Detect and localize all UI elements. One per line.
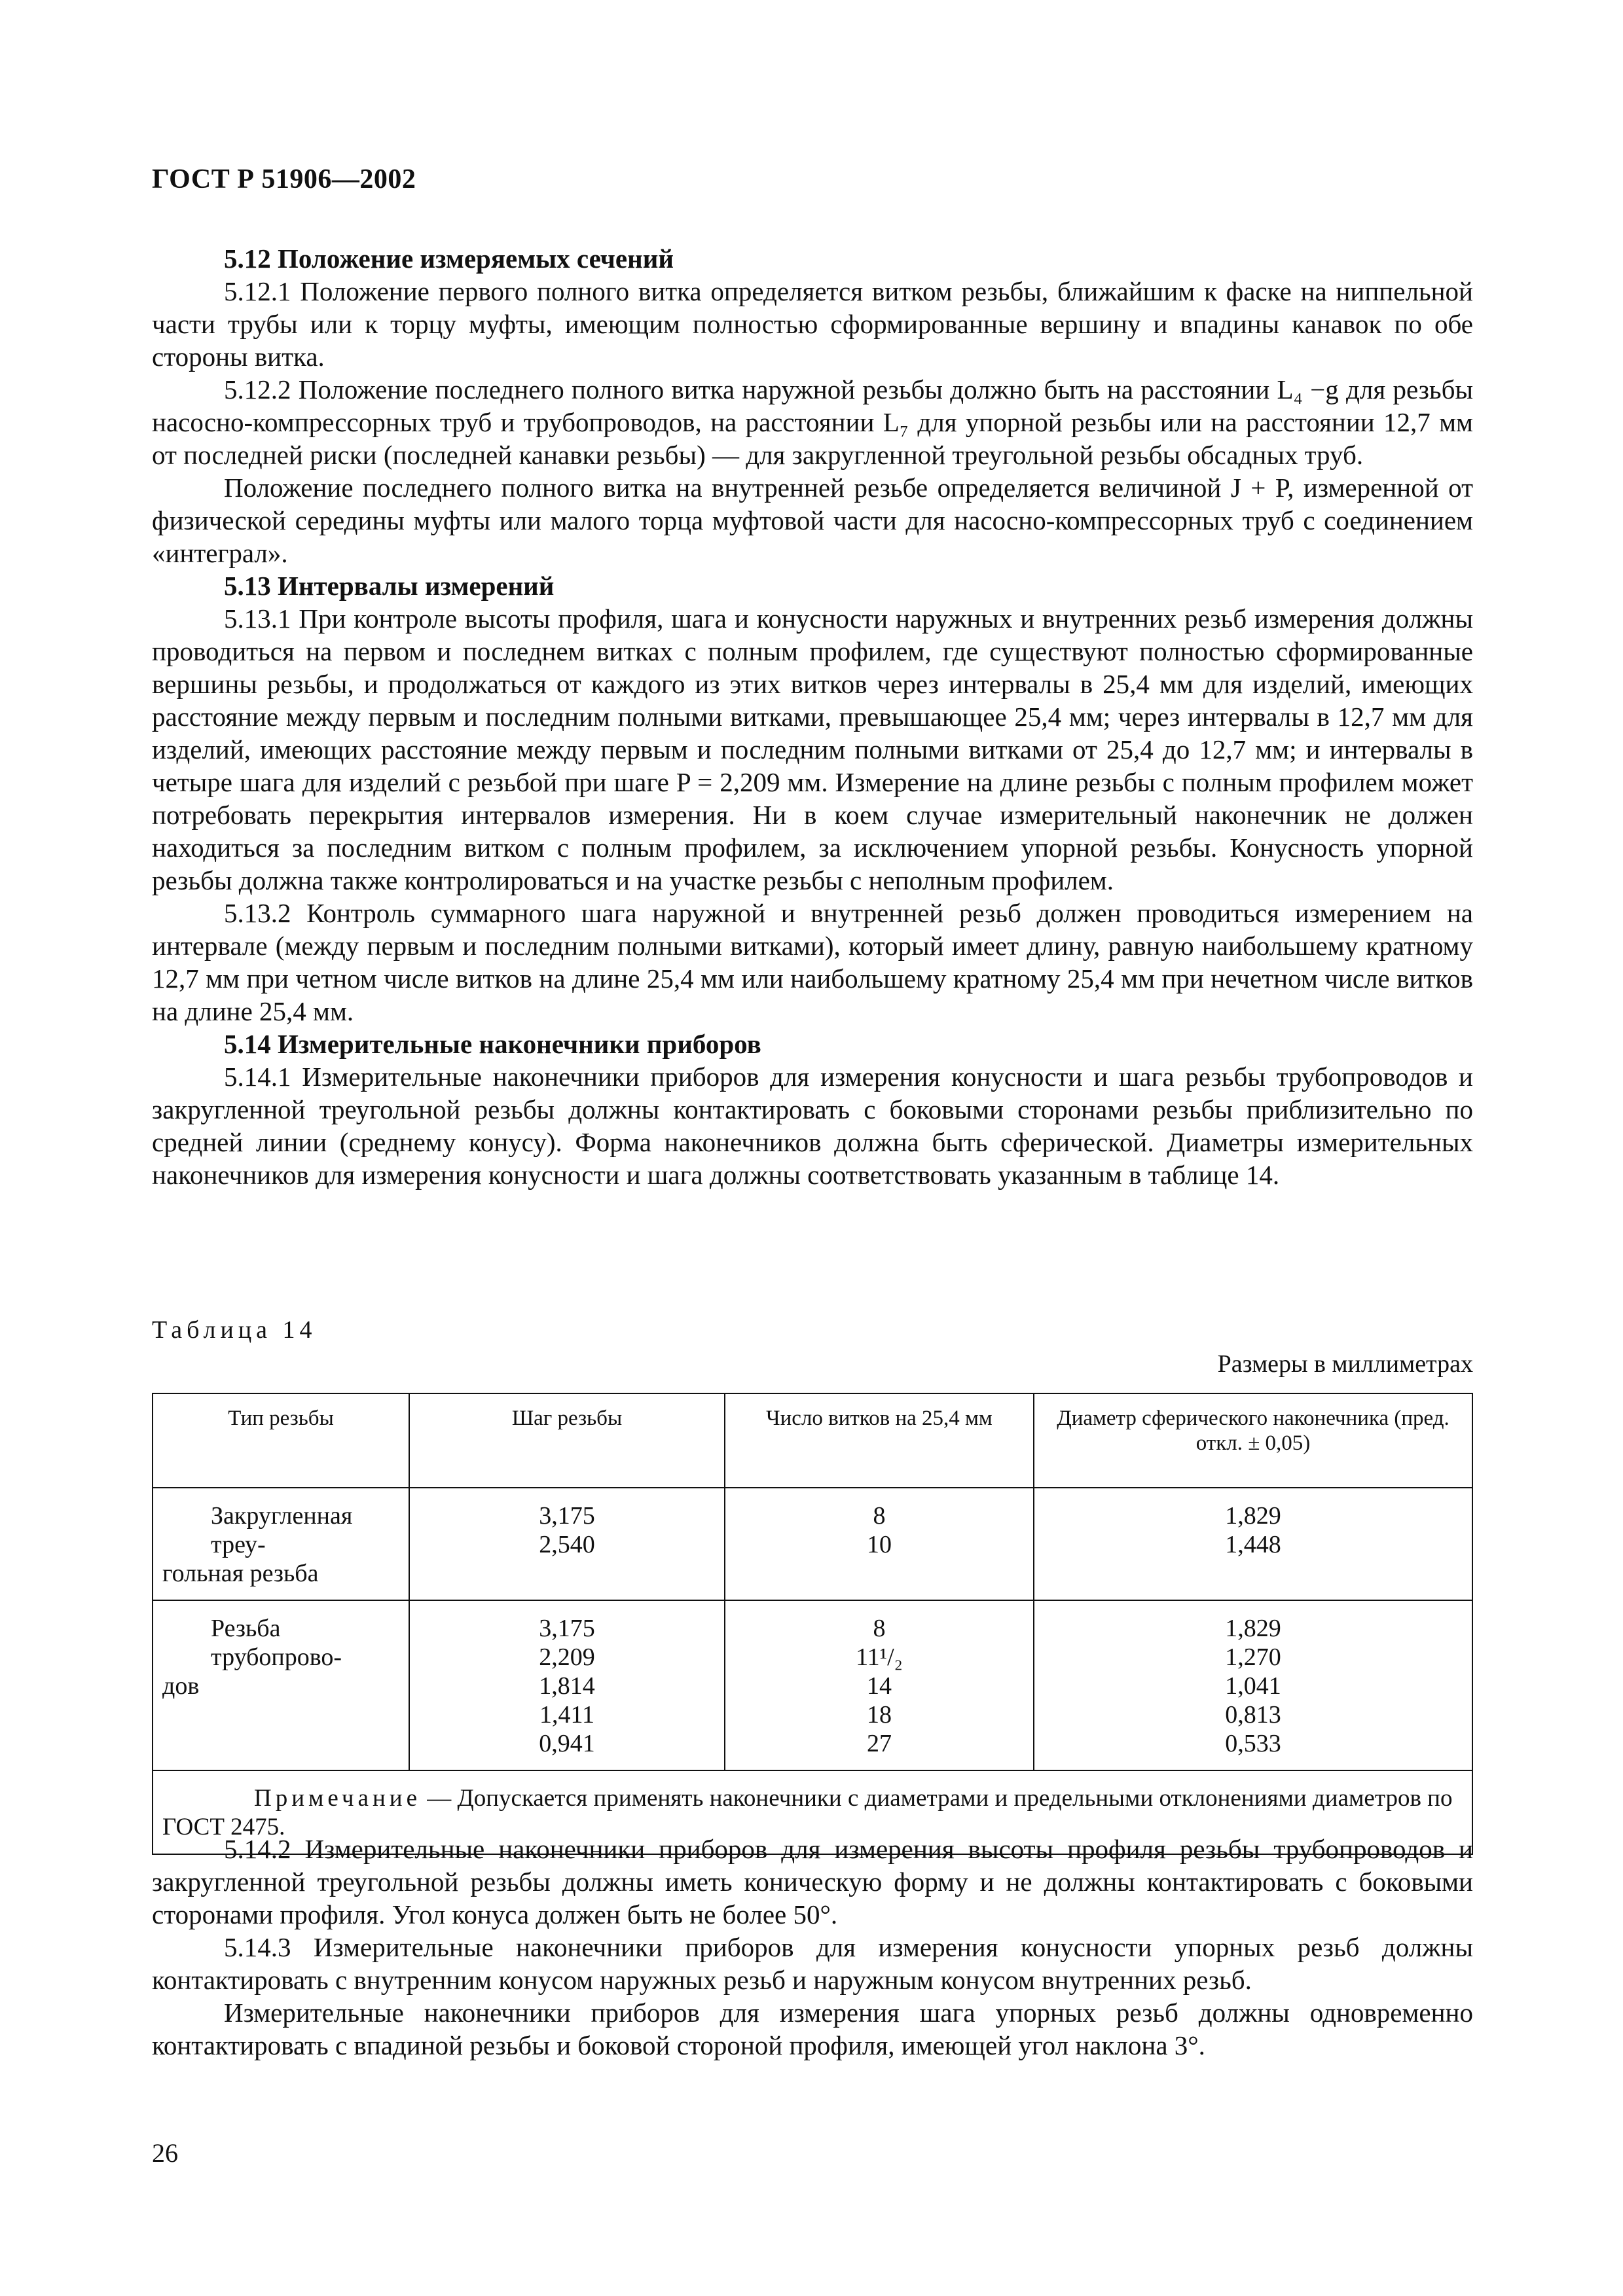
body-text <box>152 242 1473 1191</box>
paragraph-5-12-2: 5.12.2 Положение последнего полного витка наружной резьбы должно быть на расстоянии L₄ −g для резьбы насосно-компрессорных труб и трубопроводов, на расстоянии L₇ для упорной резьбы или на расстоянии 12,7 мм от последней риски (последней канавки резьбы) — для закругленной треугольной резьбы обсадных труб. <box>152 374 1473 470</box>
paragraph-5-14-1: 5.14.1 Измерительные наконечники приборов для измерения конусности и шага резьбы трубопроводов и закругленной треугольной резьбы должны контактировать с боковыми сторонами резьбы приблизительно по средней линии (среднему конусу). Форма наконечников должна быть сферической. Диаметры измерительных наконечников для измерения конусности и шага должны соответствовать указанным в таблице 14. <box>152 1062 1473 1190</box>
diameter-cell <box>1034 1600 1472 1770</box>
header-turns: Число витков на 25,4 мм <box>725 1393 1034 1488</box>
table-caption-row <box>152 1316 1473 1381</box>
page-number: 26 <box>152 2138 178 2168</box>
pitch-value: 1,411 <box>539 1701 595 1729</box>
paragraph-5-12-3: Положение последнего полного витка на внутренней резьбе определяется величиной J + P, измеренной от физической середины муфты или малого торца муфтовой части для насосно-компрессорных труб с соединением «интеграл». <box>152 473 1473 568</box>
header-tip-diameter: Диаметр сферического наконечника (пред. откл. ± 0,05) <box>1034 1393 1472 1488</box>
turns-value: 27 <box>867 1730 892 1757</box>
thread-type-line: дов <box>162 1672 200 1700</box>
paragraph-5-13-2: 5.13.2 Контроль суммарного шага наружной и внутренней резьб должен проводиться измерением на интервале (между первым и последним полными витками), который имеет длину, равную наибольшему кратному 12,7 мм при четном числе витков на длине 25,4 мм или наибольшему кратному 25,4 мм при нечетном числе витков на длине 25,4 мм. <box>152 898 1473 1026</box>
pitch-value: 3,175 <box>539 1502 595 1530</box>
thread-type-cell <box>153 1600 409 1770</box>
diameter-value: 1,448 <box>1225 1531 1281 1558</box>
turns-cell <box>725 1600 1034 1770</box>
turns-value: 18 <box>867 1701 892 1729</box>
table-title: Таблица 14 <box>152 1316 317 1344</box>
paragraph-5-14-2: 5.14.2 Измерительные наконечники приборов для измерения высоты профиля резьбы трубопроводов и закругленной треугольной резьбы должны иметь коническую форму и не должны контактировать с боковыми сторонами профиля. Угол конуса должен быть не более 50°. <box>152 1834 1473 1929</box>
thread-type-line: Резьба трубопрово- <box>211 1615 342 1671</box>
table-row <box>153 1600 1472 1770</box>
turns-value: 11¹/₂ <box>856 1643 903 1671</box>
turns-cell <box>725 1488 1034 1600</box>
diameter-value: 1,829 <box>1225 1615 1281 1642</box>
thread-type-cell <box>153 1488 409 1600</box>
section-5-14-title: 5.14 Измерительные наконечники приборов <box>224 1029 761 1059</box>
diameter-value: 0,533 <box>1225 1730 1281 1757</box>
pitch-value: 0,941 <box>539 1730 595 1757</box>
section-5-12-title: 5.12 Положение измеряемых сечений <box>224 243 674 274</box>
diameter-value: 1,041 <box>1225 1672 1281 1700</box>
pitch-value: 3,175 <box>539 1615 595 1642</box>
pitch-cell <box>409 1600 725 1770</box>
header-thread-type: Тип резьбы <box>153 1393 409 1488</box>
pitch-cell <box>409 1488 725 1600</box>
diameter-value: 0,813 <box>1225 1701 1281 1729</box>
spec-table <box>152 1393 1473 1855</box>
section-5-13-title: 5.13 Интервалы измерений <box>224 571 555 601</box>
diameter-value: 1,270 <box>1225 1643 1281 1671</box>
table-units: Размеры в миллиметрах <box>1217 1350 1473 1378</box>
diameter-value: 1,829 <box>1225 1502 1281 1530</box>
thread-type-line: Закругленная треу- <box>211 1502 353 1558</box>
note-label: Примечание <box>254 1785 421 1812</box>
diameter-cell <box>1034 1488 1472 1600</box>
table-row <box>153 1488 1472 1600</box>
pitch-value: 2,209 <box>539 1643 595 1671</box>
paragraph-5-12-1: 5.12.1 Положение первого полного витка определяется витком резьбы, ближайшим к фаске на ниппельной части трубы или к торцу муфты, имеющим полностью сформированные вершину и впадины канавок по обе стороны витка. <box>152 276 1473 372</box>
document-header: ГОСТ Р 51906—2002 <box>152 164 416 194</box>
turns-value: 14 <box>867 1672 892 1700</box>
header-pitch: Шаг резьбы <box>409 1393 725 1488</box>
body-text-continued <box>152 1833 1473 2062</box>
turns-value: 8 <box>873 1502 886 1530</box>
paragraph-5-14-3: 5.14.3 Измерительные наконечники приборов для измерения конусности упорных резьб должны контактировать с внутренним конусом наружных резьб и наружным конусом внутренних резьб. <box>152 1932 1473 1995</box>
table-header-row <box>153 1393 1472 1488</box>
paragraph-5-14-3-cont: Измерительные наконечники приборов для измерения шага упорных резьб должны одновременно контактировать с впадиной резьбы и боковой стороной профиля, имеющей угол наклона 3°. <box>152 1998 1473 2060</box>
turns-value: 10 <box>867 1531 892 1558</box>
turns-value: 8 <box>873 1615 886 1642</box>
paragraph-5-13-1: 5.13.1 При контроле высоты профиля, шага и конусности наружных и внутренних резьб измерения должны проводиться на первом и последнем витках с полным профилем, где существуют полностью сформированные вершины резьбы, и продолжаться от каждого из этих витков через интервалы в 25,4 мм для изделий, имеющих расстояние между первым и последним полными витками, превышающее 25,4 мм; через интервалы в 12,7 мм для изделий, имеющих расстояние между первым и последним полными витками от 25,4 до 12,7 мм; и интервалы в четыре шага для изделий с резьбой при шаге P = 2,209 мм. Измерение на длине резьбы с полным профилем может потребовать перекрытия интервалов измерения. Ни в коем случае измерительный наконечник не должен находиться за последним витком с полным профилем, за исключением упорной резьбы. Конусность упорной резьбы должна также контролироваться и на участке резьбы с неполным профилем. <box>152 603 1473 895</box>
thread-type-line: гольная резьба <box>162 1560 319 1587</box>
pitch-value: 1,814 <box>539 1672 595 1700</box>
pitch-value: 2,540 <box>539 1531 595 1558</box>
note-text: — Допускается применять наконечники с диаметрами и предельными отклонениями диаметров по ГОСТ 2475. <box>162 1785 1453 1840</box>
